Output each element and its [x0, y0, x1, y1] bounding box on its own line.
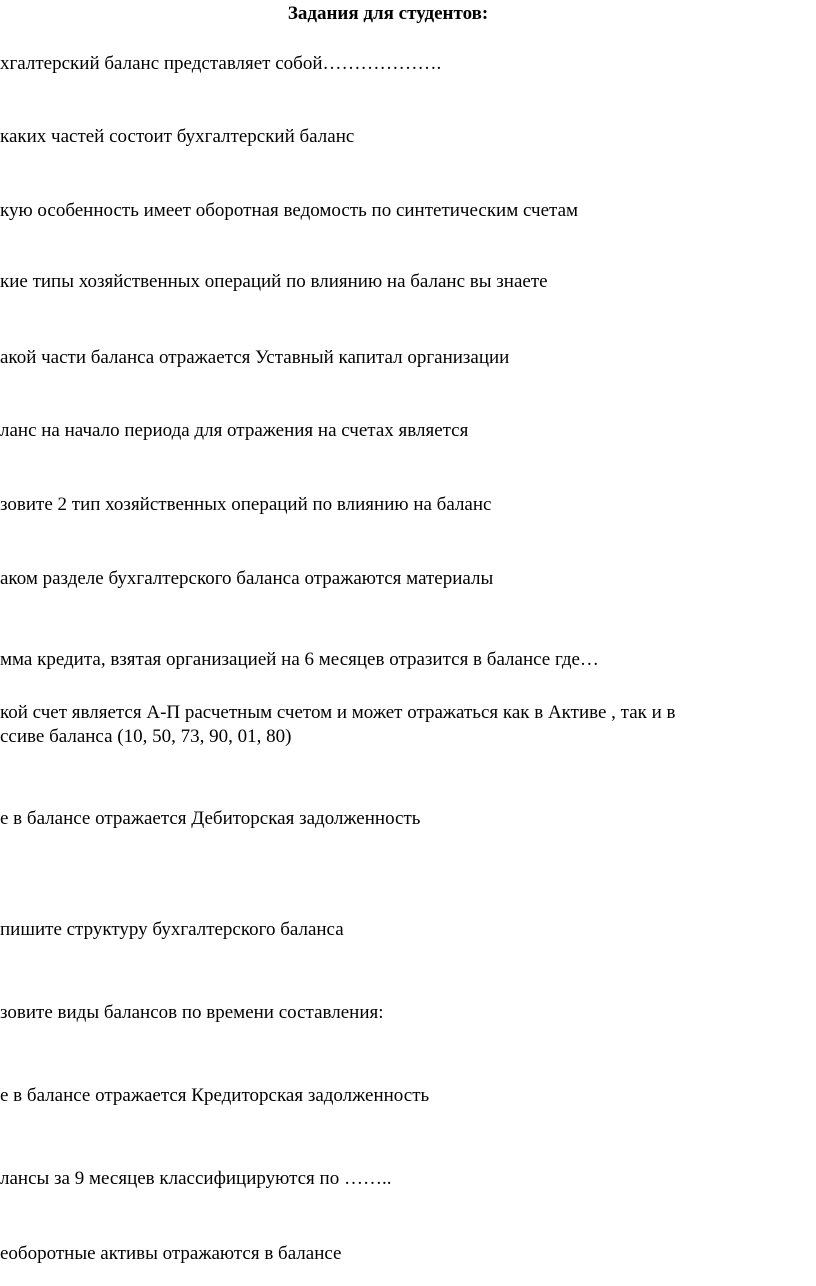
question-3: кую особенность имеет оборотная ведомость по синтетическим счетам	[0, 200, 579, 221]
question-11: е в балансе отражается Дебиторская задолженность	[0, 808, 421, 829]
question-15: лансы за 9 месяцев классифицируются по ……..	[0, 1168, 392, 1189]
question-6: ланс на начало периода для отражения на счетах является	[0, 420, 469, 441]
question-13: зовите виды балансов по времени составления:	[0, 1002, 384, 1023]
question-1: хгалтерский баланс представляет собой……………….	[0, 53, 442, 74]
question-2: каких частей состоит бухгалтерский баланс	[0, 126, 355, 147]
question-9: мма кредита, взятая организацией на 6 месяцев отразится в балансе где…	[0, 649, 599, 670]
question-10-line-1: кой счет является А-П расчетным счетом и может отражаться как в Активе , так и в	[0, 702, 676, 723]
document-title: Задания для студентов:	[287, 3, 489, 24]
question-10-line-2: ссиве баланса (10, 50, 73, 90, 01, 80)	[0, 726, 292, 747]
question-14: е в балансе отражается Кредиторская задолженность	[0, 1085, 430, 1106]
question-7: зовите 2 тип хозяйственных операций по влиянию на баланс	[0, 494, 492, 515]
question-12: пишите структуру бухгалтерского баланса	[0, 919, 344, 940]
question-8: аком разделе бухгалтерского баланса отражаются материалы	[0, 568, 494, 589]
question-16: еоборотные активы отражаются в балансе	[0, 1243, 342, 1264]
question-5: акой части баланса отражается Уставный капитал организации	[0, 347, 510, 368]
question-4: кие типы хозяйственных операций по влиянию на баланс вы знаете	[0, 271, 548, 292]
